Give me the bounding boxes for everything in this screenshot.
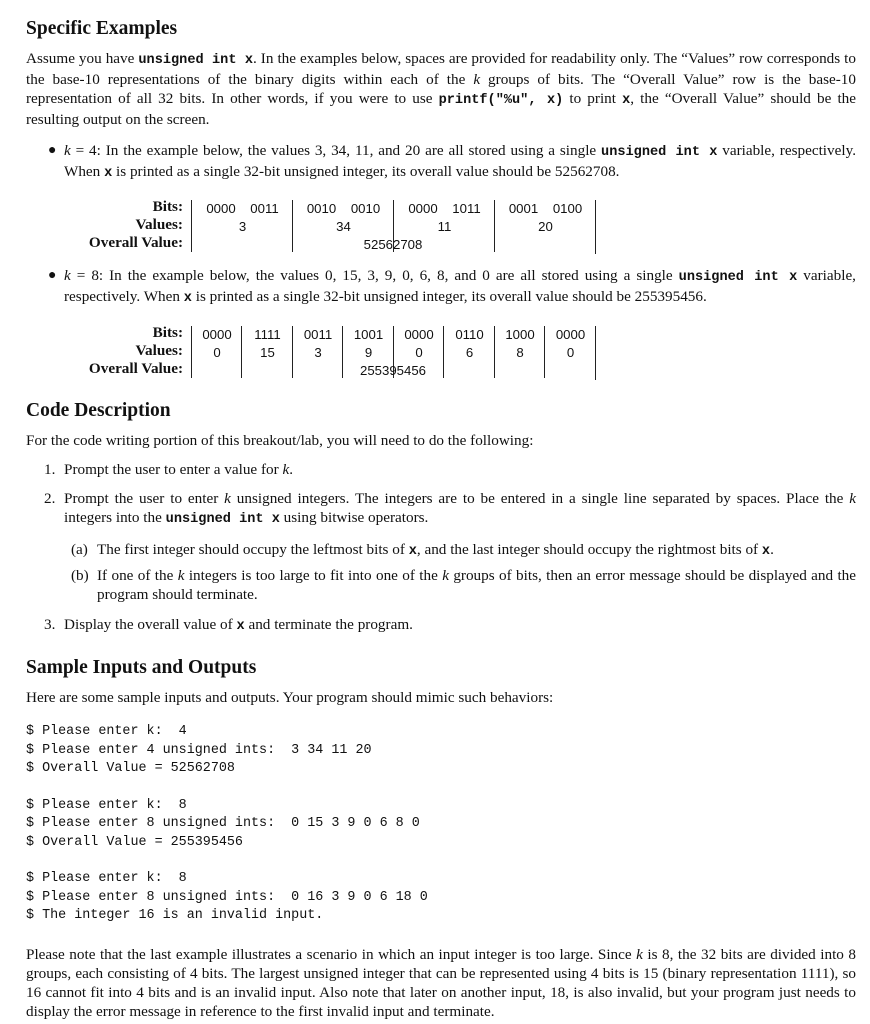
text: integers into the (64, 509, 166, 526)
terminal-run-1 (26, 723, 856, 779)
group-bits: 1111 (254, 327, 281, 342)
task-item-1 (26, 460, 856, 479)
math-k: k (849, 490, 857, 507)
group-value: 0 (566, 345, 575, 360)
math-k: k (64, 142, 71, 159)
code-span: unsigned int x (601, 145, 718, 160)
code-span: x (104, 166, 113, 181)
terminal-line: $ Please enter k: 4 (26, 724, 187, 739)
text: variable, respectively. When (64, 142, 856, 180)
text: Prompt the user to enter (64, 490, 225, 507)
terminal-line: $ Please enter k: 8 (26, 871, 187, 886)
task-item-3 (26, 615, 856, 636)
terminal-line: $ The integer 16 is an invalid input. (26, 908, 324, 923)
sample-io-intro: Here are some sample inputs and outputs. Your program should mimic such behaviors: (26, 689, 554, 706)
math-k: k (64, 267, 71, 284)
item-number: 3. (44, 616, 56, 633)
code-span: x (183, 291, 192, 306)
terminal-line: $ Please enter k: 8 (26, 797, 187, 813)
text: = 4: In the example below, the values 3, 34, 11, and 20 are all stored using a single (70, 142, 602, 159)
group-bits: 0000 (404, 327, 434, 342)
text: to print (563, 90, 623, 107)
group-value: 34 (336, 219, 351, 234)
text: The first integer should occupy the leftmost bits of (97, 541, 409, 558)
group-bits: 1000 (505, 327, 535, 342)
item-letter: (a) (71, 541, 88, 558)
text: using bitwise operators. (279, 509, 429, 526)
text: Please note that the last example illustrates a scenario in which an input integer is too large. Since (26, 945, 637, 963)
group-value: 11 (437, 219, 452, 234)
text: groups of bits, then an error message should be displayed and the program should terminate. (97, 567, 856, 603)
group-bits: 0010 0010 (306, 201, 381, 216)
group-value: 6 (465, 345, 474, 360)
item-number: 1. (44, 461, 56, 478)
terminal-line: $ Please enter 8 unsigned ints: 0 16 3 9 0 6 18 0 (26, 889, 428, 905)
text: If one of the (97, 567, 178, 584)
group-bits: 0000 (555, 327, 586, 342)
bullet-k4 (26, 141, 856, 183)
section-title-sample-io: Sample Inputs and Outputs (26, 657, 257, 678)
overall-value: 52562708 (363, 237, 423, 252)
code-span: unsigned int x (165, 512, 280, 527)
code-span: x (622, 93, 631, 108)
label-overall: Overall Value: (88, 234, 183, 251)
row-labels (73, 324, 183, 378)
text: , and the last integer should occupy the rightmost bits of (416, 541, 762, 558)
code-span: x (761, 544, 771, 559)
text: variable, respectively. When (64, 267, 856, 305)
text: and terminate the program. (244, 616, 413, 633)
group-value: 3 (314, 345, 322, 360)
section-title-specific-examples: Specific Examples (26, 18, 178, 39)
label-values: Values: (135, 216, 183, 233)
label-bits: Bits: (152, 198, 183, 215)
overall-value: 255395456 (359, 363, 426, 378)
text: Prompt the user to enter a value for (64, 461, 283, 478)
table-right-border (595, 326, 596, 380)
text: unsigned integers. The integers are to be entered in a single line separated by spaces. Place the (230, 490, 850, 507)
group-value: 15 (260, 345, 275, 360)
task-subitem-a (26, 540, 856, 561)
math-k: k (282, 461, 290, 478)
task-subitem-b (26, 566, 856, 604)
text: . (289, 461, 294, 478)
group-value: 3 (238, 219, 247, 234)
text: is 8, the 32 bits are divided into 8 groups, each consisting of 4 bits. The largest unsigned integer that can be represented using 4 bits is 15 (binary representation 1111), so 16 cannot fit into 4 bits and is an invalid input. Also note that later on another input, 18, is also invalid, but your program just needs to display the error message in reference to the first invalid input and terminate. (26, 945, 856, 1020)
text: is printed as a single 32-bit unsigned integer, its overall value should be 255395456. (191, 288, 707, 305)
math-k: k (473, 71, 481, 88)
bullet-dot-icon: ● (48, 143, 57, 158)
math-k: k (177, 567, 185, 584)
group-value: 0 (213, 345, 221, 360)
bullet-dot-icon: ● (48, 268, 57, 283)
group-bits: 0000 (202, 327, 232, 342)
group-bits: 0110 (455, 327, 484, 342)
group-bits: 0001 0100 (508, 201, 583, 216)
group-value: 9 (364, 345, 373, 360)
code-span: unsigned int x (678, 270, 798, 285)
task-list-cont (26, 615, 856, 636)
intro-paragraph (26, 49, 856, 129)
text: groups of bits. The “Overall Value” row is the base-10 representation of all 32 bits. In other words, if you were to use (26, 71, 856, 107)
text: . In the examples below, spaces are provided for readability only. The “Values” row corresponds to the base-10 representations of the binary digits within each of the (26, 50, 856, 88)
bit-table-k4 (73, 198, 856, 262)
group-bits: 0011 (303, 327, 333, 342)
text: Display the overall value of (64, 616, 237, 633)
text: integers is too large to fit into one of the (184, 567, 443, 584)
code-span: unsigned int x (138, 53, 253, 68)
group-value: 8 (516, 345, 524, 360)
terminal-line: $ Please enter 8 unsigned ints: 0 15 3 9 0 6 8 0 (26, 816, 420, 831)
text: = 8: In the example below, the values 0, 15, 3, 9, 0, 6, 8, and 0 are all stored using a single (70, 267, 679, 284)
terminal-run-2 (26, 797, 856, 853)
section-title-code-description: Code Description (26, 400, 171, 421)
terminal-line: $ Overall Value = 255395456 (26, 834, 243, 850)
group-value: 0 (415, 345, 423, 360)
label-values: Values: (135, 342, 183, 359)
code-span: x (408, 544, 417, 559)
math-k: k (442, 567, 449, 584)
document-page (26, 16, 856, 1021)
label-overall: Overall Value: (88, 360, 183, 377)
code-span: x (236, 619, 245, 634)
final-note (26, 945, 856, 1021)
bit-table-k8 (73, 324, 856, 388)
text: , the “Overall Value” should be the resulting output on the screen. (26, 90, 857, 128)
item-letter: (b) (71, 567, 89, 584)
text: Assume you have (26, 50, 139, 67)
terminal-line: $ Overall Value = 52562708 (26, 761, 235, 776)
table-right-border (595, 200, 596, 254)
text: is printed as a single 32-bit unsigned integer, its overall value should be 52562708. (112, 163, 620, 180)
text: . (770, 541, 774, 558)
code-span: printf("%u", x) (438, 93, 564, 108)
math-k: k (224, 490, 231, 507)
code-description-intro: For the code writing portion of this breakout/lab, you will need to do the following: (26, 432, 534, 449)
item-number: 2. (44, 490, 56, 507)
label-bits: Bits: (152, 324, 183, 341)
row-labels (73, 198, 183, 252)
group-bits: 0000 0011 (206, 201, 279, 216)
terminal-run-3 (26, 870, 856, 926)
bullet-k8 (26, 266, 856, 308)
terminal-line: $ Please enter 4 unsigned ints: 3 34 11 20 (26, 742, 372, 758)
math-k: k (636, 945, 643, 963)
group-bits: 1001 (353, 327, 384, 342)
task-list (26, 460, 856, 529)
group-bits: 0000 1011 (408, 201, 481, 216)
task-item-2 (26, 489, 856, 529)
group-value: 20 (538, 219, 553, 234)
